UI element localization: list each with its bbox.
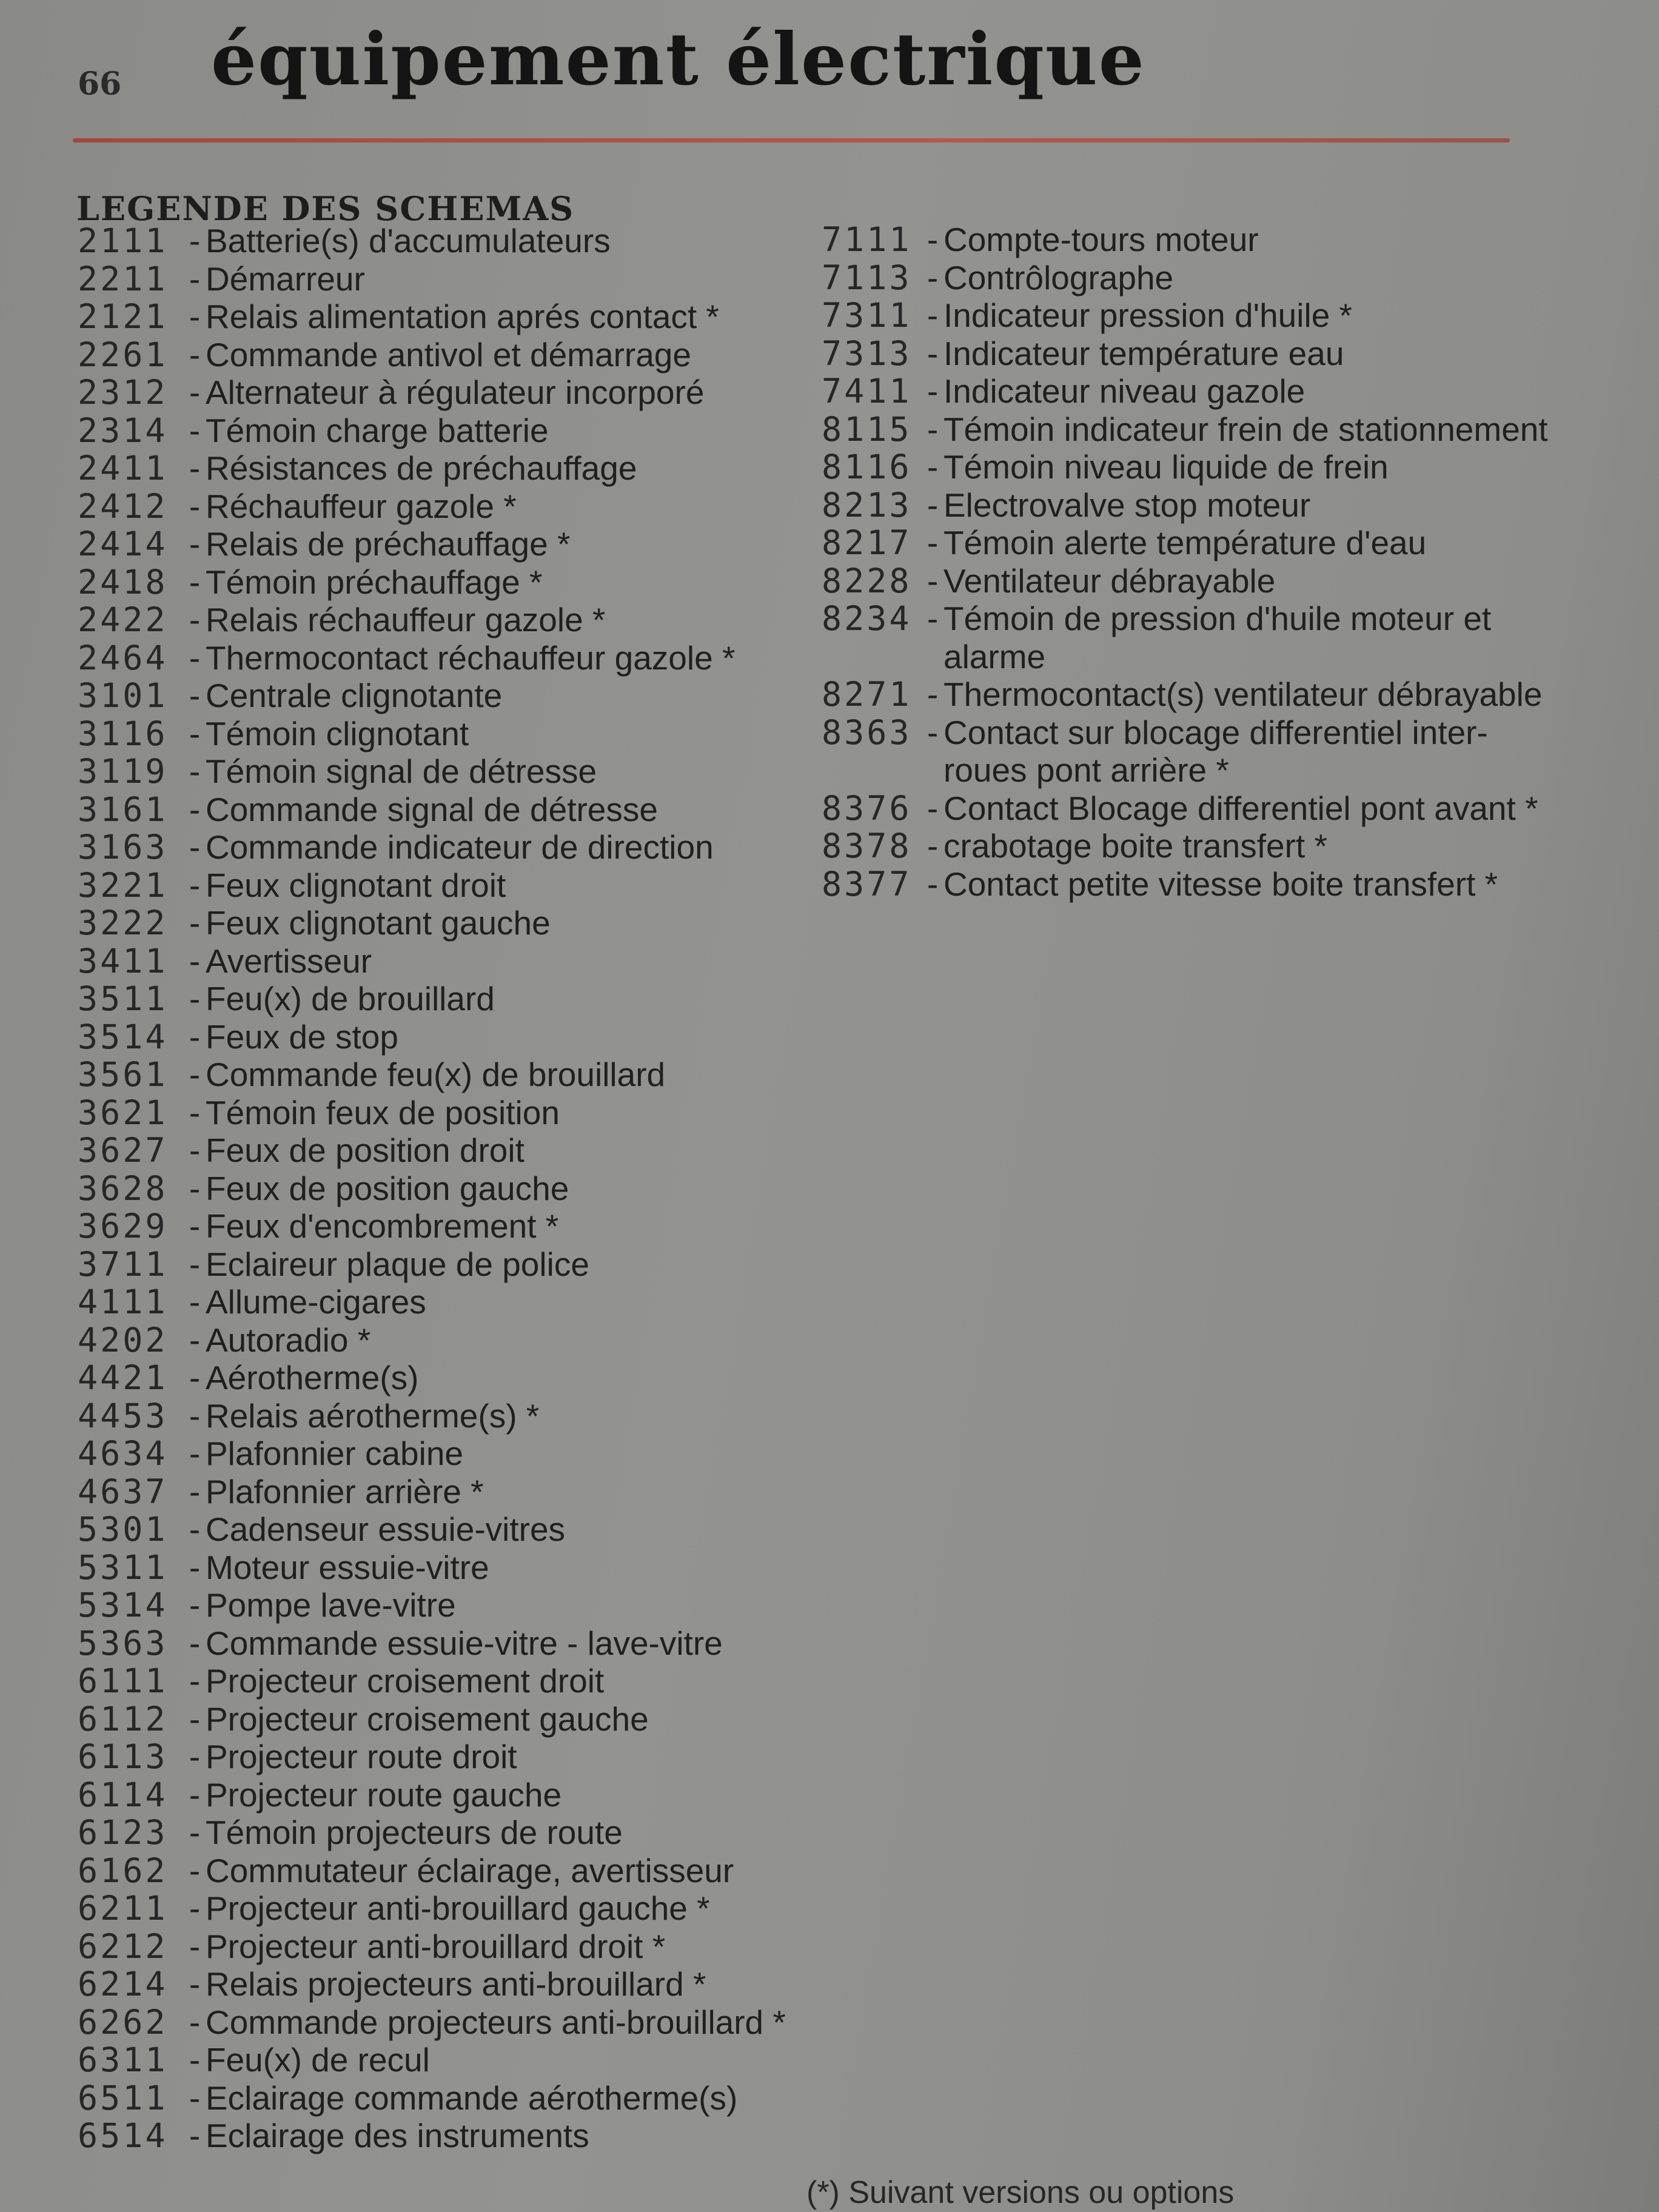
legend-label: Contact petite vitesse boite transfert * — [943, 865, 1498, 903]
legend-entry — [78, 1814, 787, 1852]
legend-code: 2211 — [78, 259, 168, 298]
legend-label: Eclairage commande aérotherme(s) — [206, 2079, 738, 2117]
legend-separator: - — [927, 561, 939, 600]
legend-entry — [78, 601, 787, 639]
legend-separator: - — [189, 1927, 201, 1965]
legend-label: Avertisseur — [206, 942, 372, 980]
legend-separator: - — [927, 789, 939, 827]
legend-code: 6162 — [78, 1851, 168, 1890]
legend-entry — [78, 1889, 787, 1928]
legend-separator: - — [189, 714, 201, 752]
legend-code: 6211 — [78, 1889, 168, 1928]
legend-separator: - — [189, 1472, 201, 1510]
legend-entry — [78, 563, 787, 602]
legend-entry — [822, 600, 1549, 675]
legend-entry — [78, 1283, 787, 1321]
legend-label: Réchauffeur gazole * — [206, 487, 517, 525]
legend-separator: - — [189, 866, 201, 904]
legend-separator: - — [189, 2003, 201, 2041]
legend-entry — [822, 335, 1549, 373]
legend-label: Feux d'encombrement * — [206, 1207, 559, 1245]
header-rule — [73, 138, 1510, 142]
legend-separator: - — [927, 258, 939, 297]
legend-entry — [78, 1549, 787, 1587]
legend-label: Contact Blocage differentiel pont avant * — [943, 789, 1538, 827]
legend-entry — [822, 372, 1549, 411]
legend-separator: - — [189, 752, 201, 790]
legend-separator: - — [927, 675, 939, 713]
legend-separator: - — [189, 335, 201, 374]
legend-entry — [78, 1435, 787, 1473]
legend-entry — [822, 827, 1549, 865]
legend-code: 8213 — [822, 485, 912, 525]
legend-entry — [78, 222, 787, 260]
legend-entry — [78, 1624, 787, 1663]
legend-entry — [78, 1776, 787, 1814]
legend-entry — [822, 714, 1549, 789]
legend-label: Commande signal de détresse — [206, 790, 658, 828]
legend-entry — [78, 298, 787, 336]
legend-label: Feux de stop — [206, 1017, 398, 1056]
legend-separator: - — [189, 1510, 201, 1548]
legend-code: 3221 — [78, 865, 168, 905]
legend-separator: - — [189, 1435, 201, 1472]
legend-separator: - — [189, 1889, 201, 1927]
legend-code: 2422 — [78, 600, 168, 639]
legend-code: 6214 — [78, 1965, 168, 2003]
legend-separator: - — [927, 865, 939, 903]
legend-separator: - — [189, 1624, 201, 1662]
legend-entry — [822, 486, 1549, 525]
legend-entry — [78, 412, 787, 450]
legend-label: Témoin charge batterie — [206, 411, 549, 449]
legend-label: Témoin feux de position — [206, 1093, 560, 1131]
legend-label: Témoin signal de détresse — [206, 752, 597, 790]
legend-separator: - — [189, 677, 201, 714]
legend-separator: - — [189, 1207, 201, 1245]
legend-entry — [822, 865, 1549, 903]
legend-label: Projecteur anti-brouillard droit * — [206, 1927, 666, 1965]
legend-separator: - — [189, 2079, 201, 2117]
legend-code: 5311 — [78, 1547, 168, 1587]
legend-entry — [78, 2003, 787, 2042]
legend-code: 2121 — [78, 297, 168, 336]
legend-entry — [78, 374, 787, 412]
legend-entry — [78, 980, 787, 1018]
legend-label: Projecteur croisement droit — [206, 1662, 605, 1700]
legend-entry — [78, 942, 787, 980]
legend-code: 8363 — [822, 712, 912, 752]
legend-separator: - — [189, 638, 201, 677]
legend-entry — [78, 904, 787, 942]
legend-separator: - — [189, 1321, 201, 1359]
legend-separator: - — [189, 1851, 201, 1889]
legend-code: 8115 — [822, 409, 912, 449]
legend-label: Commutateur éclairage, avertisseur — [206, 1851, 734, 1889]
legend-code: 7111 — [822, 220, 912, 259]
legend-separator: - — [189, 1093, 201, 1131]
legend-code: 6123 — [78, 1813, 168, 1852]
legend-separator: - — [189, 1700, 201, 1738]
legend-left-column — [78, 222, 787, 2155]
legend-separator: - — [189, 1548, 201, 1586]
legend-entry — [78, 639, 787, 677]
legend-label: Indicateur pression d'huile * — [943, 297, 1352, 334]
legend-code: 3629 — [78, 1207, 168, 1245]
legend-entry — [78, 866, 787, 905]
legend-label: Feux clignotant droit — [206, 866, 506, 904]
legend-separator: - — [189, 828, 201, 866]
legend-entry — [78, 488, 787, 526]
legend-code: 3116 — [78, 714, 168, 753]
page-number: 66 — [78, 65, 122, 102]
legend-separator: - — [189, 449, 201, 487]
legend-code: 5314 — [78, 1586, 168, 1624]
legend-code: 4111 — [78, 1282, 168, 1321]
legend-entry — [78, 828, 787, 866]
legend-label: Eclaireur plaque de police — [206, 1245, 589, 1283]
legend-code: 3222 — [78, 903, 168, 942]
legend-label: Témoin de pression d'huile moteur et alarme — [943, 600, 1492, 675]
legend-label: Relais de préchauffage * — [206, 525, 571, 563]
legend-label: Feux de position droit — [206, 1131, 525, 1169]
legend-label: Thermocontact(s) ventilateur débrayable — [943, 675, 1543, 713]
legend-separator: - — [927, 713, 939, 751]
legend-separator: - — [189, 1131, 201, 1169]
legend-label: Pompe lave-vitre — [206, 1586, 456, 1624]
legend-label: Témoin clignotant — [206, 714, 469, 752]
legend-code: 8228 — [822, 561, 912, 600]
legend-label: Alternateur à régulateur incorporé — [206, 374, 705, 411]
legend-entry — [822, 411, 1549, 449]
legend-label: Thermocontact réchauffeur gazole * — [206, 638, 736, 677]
legend-label: Feux de position gauche — [206, 1169, 569, 1207]
legend-label: Projecteur route droit — [206, 1738, 517, 1775]
legend-label: Autoradio * — [206, 1321, 371, 1359]
legend-entry — [822, 562, 1549, 600]
legend-separator: - — [189, 1017, 201, 1056]
legend-entry — [78, 449, 787, 488]
legend-entry — [822, 221, 1549, 259]
legend-separator: - — [189, 1169, 201, 1207]
legend-label: Cadenseur essuie-vitres — [206, 1510, 566, 1548]
legend-code: 3163 — [78, 828, 168, 866]
legend-code: 3101 — [78, 676, 168, 715]
legend-label: Relais projecteurs anti-brouillard * — [206, 1965, 706, 2003]
legend-entry — [78, 1473, 787, 1511]
legend-separator: - — [927, 372, 939, 410]
legend-entry — [78, 1586, 787, 1624]
legend-code: 2111 — [78, 221, 168, 260]
legend-entry — [822, 448, 1549, 486]
legend-code: 3621 — [78, 1093, 168, 1132]
legend-separator: - — [189, 790, 201, 828]
legend-separator: - — [189, 1396, 201, 1435]
legend-code: 2314 — [78, 411, 168, 450]
legend-separator: - — [189, 260, 201, 298]
legend-code: 2312 — [78, 373, 168, 412]
legend-entry — [78, 1928, 787, 1966]
legend-entry — [822, 297, 1549, 335]
legend-code: 3711 — [78, 1244, 168, 1284]
legend-separator: - — [189, 942, 201, 980]
legend-label: Commande projecteurs anti-brouillard * — [206, 2003, 786, 2041]
legend-label: Relais aérotherme(s) * — [206, 1396, 540, 1435]
legend-entry — [78, 1207, 787, 1245]
legend-separator: - — [189, 1245, 201, 1283]
legend-label: Ventilateur débrayable — [943, 561, 1276, 600]
legend-label: Projecteur route gauche — [206, 1775, 562, 1814]
legend-entry — [822, 524, 1549, 562]
legend-code: 8116 — [822, 447, 912, 486]
legend-code: 7311 — [822, 296, 912, 335]
legend-label: Relais réchauffeur gazole * — [206, 601, 606, 638]
legend-heading: LEGENDE DES SCHEMAS — [76, 189, 575, 228]
legend-code: 3628 — [78, 1168, 168, 1208]
legend-label: Feu(x) de recul — [206, 2041, 430, 2079]
legend-label: Commande feu(x) de brouillard — [206, 1056, 666, 1093]
legend-label: Moteur essuie-vitre — [206, 1548, 489, 1586]
legend-label: Aérotherme(s) — [206, 1359, 419, 1396]
legend-code: 3161 — [78, 789, 168, 829]
legend-entry — [78, 1321, 787, 1359]
legend-label: Témoin indicateur frein de stationnement — [943, 410, 1548, 448]
page-title: équipement électrique — [211, 17, 1145, 101]
legend-separator: - — [189, 1965, 201, 2003]
legend-separator: - — [927, 827, 939, 865]
legend-entry — [78, 1245, 787, 1284]
legend-entry — [78, 791, 787, 829]
legend-code: 6111 — [78, 1661, 168, 1700]
legend-code: 6113 — [78, 1737, 168, 1776]
legend-entry — [78, 752, 787, 791]
legend-label: Plafonnier arrière * — [206, 1472, 484, 1510]
legend-code: 2414 — [78, 525, 168, 563]
legend-label: Feu(x) de brouillard — [206, 980, 495, 1017]
legend-code: 7411 — [822, 372, 912, 411]
legend-label: Indicateur température eau — [943, 334, 1344, 372]
legend-entry — [78, 260, 787, 298]
legend-separator: - — [189, 1056, 201, 1093]
legend-label: Centrale clignotante — [206, 677, 503, 714]
legend-code: 2412 — [78, 486, 168, 526]
legend-code: 2411 — [78, 449, 168, 488]
legend-separator: - — [189, 1359, 201, 1396]
legend-entry — [78, 1170, 787, 1208]
legend-entry — [78, 1056, 787, 1094]
legend-code: 8217 — [822, 523, 912, 562]
legend-label: Indicateur niveau gazole — [943, 372, 1305, 410]
legend-label: Plafonnier cabine — [206, 1435, 464, 1472]
legend-separator: - — [927, 448, 939, 486]
legend-separator: - — [927, 221, 939, 258]
legend-entry — [822, 675, 1549, 714]
legend-code: 6114 — [78, 1775, 168, 1814]
legend-code: 4637 — [78, 1472, 168, 1511]
legend-entry — [822, 789, 1549, 828]
legend-label: crabotage boite transfert * — [943, 827, 1327, 865]
legend-separator: - — [927, 410, 939, 448]
legend-separator: - — [189, 525, 201, 563]
legend-entry — [822, 259, 1549, 297]
legend-entry — [78, 2041, 787, 2079]
legend-code: 6311 — [78, 2040, 168, 2079]
legend-separator: - — [189, 487, 201, 525]
legend-right-column — [822, 221, 1549, 903]
legend-entry — [78, 2117, 787, 2155]
legend-code: 8378 — [822, 826, 912, 865]
legend-separator: - — [189, 904, 201, 942]
legend-separator: - — [927, 600, 939, 637]
legend-label: Electrovalve stop moteur — [943, 486, 1311, 524]
legend-code: 3119 — [78, 752, 168, 791]
legend-code: 3411 — [78, 941, 168, 980]
legend-entry — [78, 1131, 787, 1170]
legend-separator: - — [189, 1283, 201, 1321]
legend-label: Témoin projecteurs de route — [206, 1814, 623, 1851]
legend-label: Commande essuie-vitre - lave-vitre — [206, 1624, 723, 1662]
legend-separator: - — [189, 222, 201, 260]
legend-code: 4421 — [78, 1358, 168, 1397]
legend-separator: - — [927, 334, 939, 372]
legend-separator: - — [189, 601, 201, 638]
legend-entry — [78, 1700, 787, 1738]
legend-label: Compte-tours moteur — [943, 221, 1259, 258]
legend-label: Relais alimentation aprés contact * — [206, 298, 719, 335]
legend-separator: - — [189, 374, 201, 411]
legend-code: 3561 — [78, 1055, 168, 1094]
legend-code: 4634 — [78, 1434, 168, 1473]
legend-label: Eclairage des instruments — [206, 2117, 589, 2154]
legend-label: Contrôlographe — [943, 258, 1174, 297]
legend-label: Allume-cigares — [206, 1283, 426, 1321]
legend-entry — [78, 1662, 787, 1700]
legend-code: 8271 — [822, 675, 912, 714]
legend-label: Témoin niveau liquide de frein — [943, 448, 1389, 486]
legend-entry — [78, 1510, 787, 1549]
legend-code: 7313 — [822, 333, 912, 373]
legend-code: 2418 — [78, 562, 168, 602]
legend-entry — [78, 1738, 787, 1776]
legend-code: 6262 — [78, 2002, 168, 2042]
legend-label: Démarreur — [206, 260, 365, 298]
legend-separator: - — [189, 1738, 201, 1775]
legend-label: Commande antivol et démarrage — [206, 335, 691, 374]
legend-label: Résistances de préchauffage — [206, 449, 637, 487]
legend-separator: - — [189, 411, 201, 449]
legend-label: Contact sur blocage differentiel inter-roues pont arrière * — [943, 713, 1488, 789]
legend-separator: - — [927, 297, 939, 334]
legend-entry — [78, 1397, 787, 1435]
legend-label: Batterie(s) d'accumulateurs — [206, 222, 611, 260]
legend-label: Feux clignotant gauche — [206, 904, 551, 942]
legend-separator: - — [927, 524, 939, 561]
legend-code: 6514 — [78, 2116, 168, 2155]
legend-code: 5301 — [78, 1510, 168, 1549]
legend-code: 8234 — [822, 599, 912, 638]
legend-label: Commande indicateur de direction — [206, 828, 714, 866]
legend-code: 3627 — [78, 1131, 168, 1170]
legend-separator: - — [189, 1586, 201, 1624]
legend-code: 4453 — [78, 1396, 168, 1435]
legend-label: Projecteur croisement gauche — [206, 1700, 649, 1738]
legend-entry — [78, 1094, 787, 1132]
legend-code: 3514 — [78, 1017, 168, 1056]
legend-separator: - — [189, 563, 201, 601]
legend-entry — [78, 1852, 787, 1890]
legend-entry — [78, 1018, 787, 1056]
legend-entry — [78, 1965, 787, 2003]
legend-code: 8377 — [822, 864, 912, 903]
legend-separator: - — [189, 2041, 201, 2079]
legend-entry — [78, 336, 787, 374]
legend-separator: - — [189, 1814, 201, 1851]
legend-label: Témoin alerte température d'eau — [943, 524, 1427, 561]
legend-separator: - — [189, 1775, 201, 1814]
legend-entry — [78, 525, 787, 563]
legend-code: 2464 — [78, 638, 168, 677]
legend-code: 2261 — [78, 335, 168, 374]
legend-code: 6511 — [78, 2078, 168, 2117]
legend-code: 6212 — [78, 1926, 168, 1966]
legend-code: 6112 — [78, 1699, 168, 1738]
legend-code: 5363 — [78, 1623, 168, 1663]
legend-separator: - — [189, 1662, 201, 1700]
legend-separator: - — [189, 298, 201, 335]
legend-code: 4202 — [78, 1320, 168, 1359]
legend-label: Témoin préchauffage * — [206, 563, 543, 601]
legend-separator: - — [189, 980, 201, 1017]
legend-entry — [78, 715, 787, 753]
legend-entry — [78, 677, 787, 715]
legend-separator: - — [189, 2117, 201, 2154]
legend-label: Projecteur anti-brouillard gauche * — [206, 1889, 710, 1927]
legend-code: 8376 — [822, 788, 912, 828]
legend-entry — [78, 1359, 787, 1397]
legend-separator: - — [927, 486, 939, 524]
legend-entry — [78, 2079, 787, 2117]
legend-code: 3511 — [78, 979, 168, 1018]
footnote: (*) Suivant versions ou options — [806, 2175, 1235, 2210]
legend-code: 7113 — [822, 258, 912, 297]
